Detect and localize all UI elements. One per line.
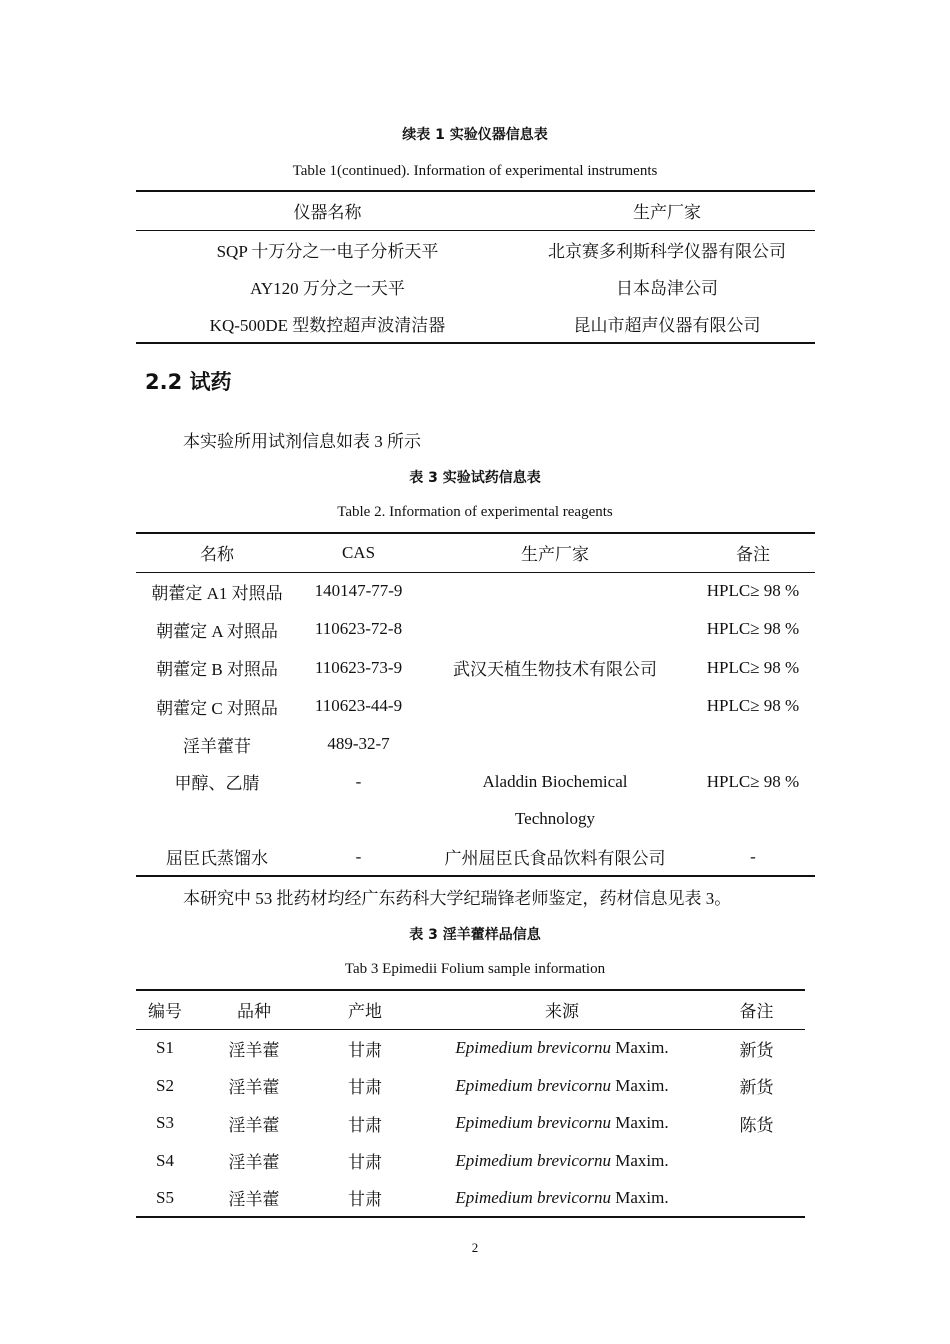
table2-cell: 甲醇、乙腈 <box>174 774 260 793</box>
table3-cell-origin: 甘肃 <box>348 1078 382 1097</box>
table2-cell: 489-32-7 <box>327 734 390 753</box>
table3-cell-variety: 淫羊藿 <box>228 1078 280 1097</box>
table2-cell: Technology <box>514 809 595 828</box>
species-author: Maxim. <box>615 1150 669 1170</box>
table-row <box>136 800 815 838</box>
table2-cell: 110623-73-9 <box>314 657 403 677</box>
table2-cell: HPLC≥ 98 % <box>706 619 800 638</box>
table3-header-source: 来源 <box>545 1002 579 1022</box>
table1-caption-cn: 续表 1 实验仪器信息表 <box>402 127 548 143</box>
table2-header-maker: 生产厂家 <box>521 545 589 565</box>
table2-cell <box>419 610 691 648</box>
table3-cell-origin: 甘肃 <box>348 1040 382 1060</box>
section-heading: 2.2 试药 <box>145 370 232 394</box>
table2-cell: 广州屈臣氏食品饮料有限公司 <box>444 849 666 868</box>
table3-cell-source <box>416 1142 708 1179</box>
table2-cell: - <box>750 846 756 866</box>
table1-cell: KQ-500DE 型数控超声波清洁器 <box>209 316 446 335</box>
table3-cell-id: S5 <box>156 1187 174 1207</box>
table2-cell: Aladdin Biochemical <box>482 771 628 791</box>
reagents-table <box>136 532 815 877</box>
table3-cell-note <box>708 1142 805 1179</box>
table-row <box>136 230 815 268</box>
table2-cell: 140147-77-9 <box>314 581 403 601</box>
table2-cell: - <box>355 771 362 791</box>
table2-cell: 110623-72-8 <box>314 619 403 638</box>
table2-caption-cn: 表 3 实验试药信息表 <box>409 470 541 486</box>
table-row <box>136 268 815 305</box>
table2-cell: HPLC≥ 98 % <box>706 657 800 677</box>
table2-cell <box>691 800 815 838</box>
table2-cell: 朝藿定 A1 对照品 <box>151 583 283 603</box>
table2-caption-en: Table 2. Information of experimental reagents <box>337 504 613 520</box>
table-row <box>136 725 815 763</box>
species-author: Maxim. <box>615 1187 669 1207</box>
instruments-table <box>136 190 815 344</box>
table3-cell-variety: 淫羊藿 <box>228 1115 280 1135</box>
table-row <box>136 1029 805 1067</box>
table-row <box>136 838 815 876</box>
intro-paragraph: 本实验所用试剂信息如表 3 所示 <box>183 432 421 451</box>
table3-cell-note <box>708 1179 805 1217</box>
table-row <box>136 305 815 343</box>
table2-cell: - <box>355 846 362 866</box>
table1-header-name: 仪器名称 <box>293 203 362 223</box>
table1-header-maker: 生产厂家 <box>633 203 701 223</box>
species-name: Epimedium brevicornu <box>455 1075 612 1095</box>
table-row <box>136 1142 805 1179</box>
species-author: Maxim. <box>615 1113 669 1132</box>
table3-cell-origin: 甘肃 <box>348 1190 382 1209</box>
table3-cell-variety: 淫羊藿 <box>228 1190 280 1209</box>
table2-cell <box>419 687 691 725</box>
table3-cell-note: 新货 <box>739 1040 774 1060</box>
table2-cell: HPLC≥ 98 % <box>706 696 800 715</box>
page-number: 2 <box>471 1240 479 1255</box>
species-author: Maxim. <box>615 1038 669 1058</box>
table-row <box>136 1104 805 1142</box>
table3-cell-origin: 甘肃 <box>348 1153 382 1172</box>
table3-cell-id: S2 <box>156 1075 174 1095</box>
table1-cell: AY120 万分之一天平 <box>250 279 405 298</box>
table-row <box>136 1179 805 1217</box>
table-row <box>136 687 815 725</box>
table3-cell-source <box>416 1067 708 1104</box>
table3-header-variety: 品种 <box>237 1002 271 1022</box>
table1-cell: SQP 十万分之一电子分析天平 <box>216 241 439 261</box>
table2-header-name: 名称 <box>200 545 234 565</box>
table1-cell: 昆山市超声仪器有限公司 <box>573 316 761 335</box>
table-row <box>136 763 815 800</box>
table3-cell-source <box>416 1029 708 1067</box>
table3-header-id: 编号 <box>148 1002 182 1022</box>
table2-cell <box>419 725 691 763</box>
table2-cell: HPLC≥ 98 % <box>706 581 800 601</box>
table3-header-note: 备注 <box>739 1002 774 1022</box>
table3-header-origin: 产地 <box>348 1002 382 1022</box>
table3-cell-source <box>416 1179 708 1217</box>
table2-header-note: 备注 <box>736 545 770 565</box>
table2-cell: 朝藿定 C 对照品 <box>156 698 278 718</box>
table-row <box>136 572 815 610</box>
species-name: Epimedium brevicornu <box>455 1113 612 1132</box>
table2-cell: 淫羊藿苷 <box>183 736 251 756</box>
table2-cell: 朝藿定 B 对照品 <box>156 660 278 679</box>
body-paragraph: 本研究中 53 批药材均经广东药科大学纪瑞锋老师鉴定，药材信息见表 3。 <box>183 889 732 908</box>
table-row <box>136 648 815 687</box>
table2-cell: 武汉天植生物技术有限公司 <box>453 660 657 679</box>
samples-table <box>136 989 805 1218</box>
table3-cell-id: S1 <box>156 1038 174 1058</box>
table2-cell: HPLC≥ 98 % <box>706 771 800 791</box>
table3-caption-en: Tab 3 Epimedii Folium sample information <box>344 961 606 977</box>
table2-cell: 110623-44-9 <box>314 696 403 715</box>
table-row <box>136 610 815 648</box>
species-author: Maxim. <box>615 1075 669 1095</box>
table3-cell-id: S4 <box>156 1150 174 1170</box>
species-name: Epimedium brevicornu <box>455 1187 612 1207</box>
table2-cell: 屈臣氏蒸馏水 <box>166 849 268 868</box>
table2-cell: 朝藿定 A 对照品 <box>156 621 278 641</box>
table1-cell: 日本岛津公司 <box>616 279 718 298</box>
table3-cell-note: 陈货 <box>739 1115 774 1135</box>
table3-cell-variety: 淫羊藿 <box>228 1153 280 1172</box>
table2-cell <box>298 800 419 838</box>
table2-cell <box>136 800 298 838</box>
table3-caption-cn: 表 3 淫羊藿样品信息 <box>409 927 541 943</box>
table3-cell-origin: 甘肃 <box>348 1115 382 1135</box>
table3-cell-source <box>416 1104 708 1142</box>
table2-cell <box>691 725 815 763</box>
table3-cell-variety: 淫羊藿 <box>228 1040 280 1060</box>
table3-cell-note: 新货 <box>739 1078 774 1097</box>
species-name: Epimedium brevicornu <box>455 1150 612 1170</box>
table1-cell: 北京赛多利斯科学仪器有限公司 <box>548 241 786 261</box>
table1-caption-en: Table 1(continued). Information of experimental instruments <box>292 163 658 179</box>
table3-cell-id: S3 <box>156 1113 174 1132</box>
species-name: Epimedium brevicornu <box>455 1038 612 1058</box>
table2-header-cas: CAS <box>341 542 376 562</box>
table2-cell <box>419 572 691 610</box>
table-row <box>136 1067 805 1104</box>
